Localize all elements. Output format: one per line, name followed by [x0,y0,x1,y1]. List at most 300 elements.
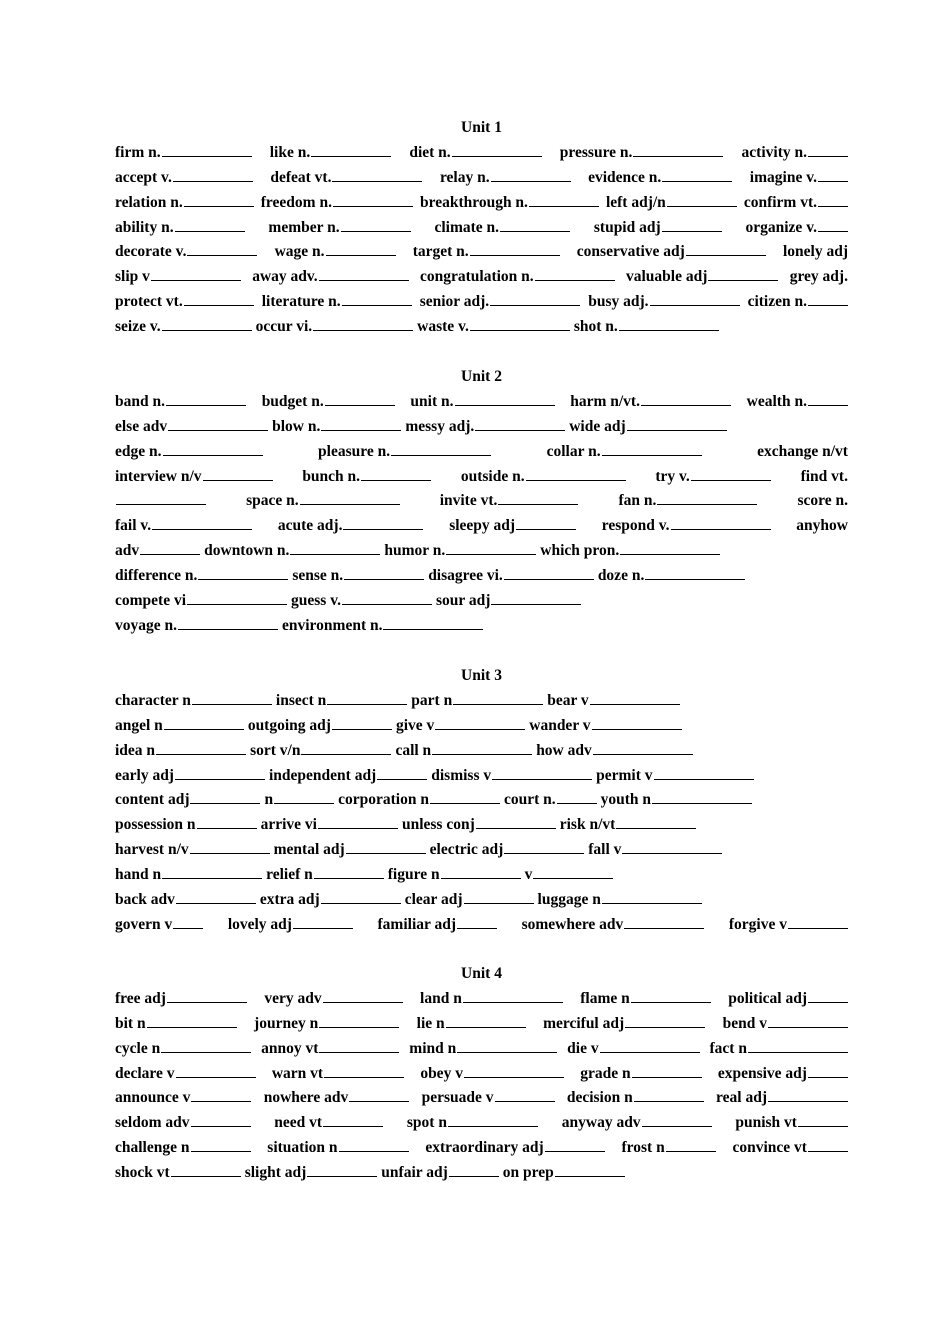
answer-blank[interactable] [162,317,252,331]
word-label: govern v [115,915,173,933]
word-label: doze n. [597,567,645,585]
word-entry [115,539,200,564]
answer-blank[interactable] [808,292,848,306]
answer-blank[interactable] [342,292,412,306]
word-entry [562,1111,712,1136]
answer-blank[interactable] [166,392,246,406]
answer-blank[interactable] [457,1039,557,1053]
answer-blank[interactable] [464,1064,564,1078]
word-label: give v [395,716,435,734]
answer-blank[interactable] [191,1088,251,1102]
answer-blank[interactable] [642,1113,712,1127]
word-entry [381,1161,498,1186]
answer-blank[interactable] [377,766,427,780]
answer-blank[interactable] [116,491,206,505]
word-row [115,788,848,813]
answer-blank[interactable] [529,193,599,207]
answer-blank[interactable] [339,1138,409,1152]
answer-blank[interactable] [500,218,570,232]
answer-blank[interactable] [184,193,254,207]
answer-blank[interactable] [293,915,353,929]
word-label: political adj [728,989,807,1007]
answer-blank[interactable] [631,989,711,1003]
answer-blank[interactable] [498,491,578,505]
answer-blank[interactable] [808,1064,848,1078]
answer-blank[interactable] [313,317,413,331]
word-entry [115,913,203,938]
word-label: away adv. [252,268,318,286]
answer-blank[interactable] [274,790,334,804]
word-label: v [524,866,533,884]
answer-blank[interactable] [175,218,245,232]
word-entry [115,564,288,589]
answer-blank[interactable] [602,890,702,904]
answer-blank[interactable] [662,218,722,232]
word-row [115,589,848,614]
word-label: somewhere adv [521,915,624,933]
answer-blank[interactable] [307,1163,377,1177]
answer-blank[interactable] [341,218,411,232]
answer-blank[interactable] [768,1088,848,1102]
word-label: budget n. [261,392,324,410]
word-entry [204,539,380,564]
answer-blank[interactable] [323,1113,383,1127]
answer-blank[interactable] [495,1088,555,1102]
answer-blank[interactable] [619,317,719,331]
answer-blank[interactable] [691,467,771,481]
word-entry [434,216,570,241]
answer-blank[interactable] [173,168,253,182]
word-entry [115,1161,241,1186]
answer-blank[interactable] [667,193,737,207]
word-entry [417,1012,526,1037]
answer-blank[interactable] [140,541,200,555]
word-row [115,465,848,490]
word-entry [115,290,254,315]
word-entry [547,689,679,714]
answer-blank[interactable] [430,790,500,804]
answer-blank[interactable] [163,442,263,456]
answer-blank[interactable] [190,790,260,804]
word-label: sort v/n [250,741,301,759]
answer-blank[interactable] [470,317,570,331]
word-label: downtown n. [204,542,290,560]
answer-blank[interactable] [448,1113,538,1127]
answer-blank[interactable] [490,292,580,306]
word-entry [272,415,401,440]
word-entry [413,240,560,265]
word-entry [504,788,597,813]
answer-blank[interactable] [318,815,398,829]
word-entry [750,166,848,191]
answer-blank[interactable] [198,566,288,580]
word-entry [278,514,424,539]
word-label: decorate v. [115,243,187,261]
word-label: declare v [115,1064,175,1082]
word-entry [529,714,681,739]
word-entry [260,888,401,913]
answer-blank[interactable] [187,242,257,256]
word-entry [796,514,848,539]
word-entry [742,141,848,166]
answer-blank[interactable] [818,218,848,232]
answer-blank[interactable] [164,716,244,730]
answer-blank[interactable] [545,1138,605,1152]
answer-blank[interactable] [178,616,278,630]
unit-title: Unit 4 [461,965,502,982]
word-entry [272,1062,404,1087]
answer-blank[interactable] [634,1088,704,1102]
answer-blank[interactable] [156,741,246,755]
answer-blank[interactable] [475,417,565,431]
word-entry [115,141,252,166]
word-label: fail v. [115,517,152,535]
answer-blank[interactable] [671,516,771,530]
answer-blank[interactable] [324,1064,404,1078]
word-entry [245,1161,378,1186]
answer-blank[interactable] [600,1039,700,1053]
answer-blank[interactable] [319,1014,399,1028]
answer-blank[interactable] [476,815,556,829]
word-entry [422,1086,555,1111]
word-label: grade n [580,1064,631,1082]
answer-blank[interactable] [557,790,597,804]
answer-blank[interactable] [788,915,848,929]
answer-blank[interactable] [321,890,401,904]
word-entry [115,788,260,813]
answer-blank[interactable] [432,741,532,755]
word-entry [115,240,257,265]
word-label: disagree vi. [428,567,503,585]
answer-blank[interactable] [301,741,391,755]
word-entry [115,491,206,505]
answer-blank[interactable] [808,143,848,157]
word-entry [256,315,414,340]
answer-blank[interactable] [191,1113,251,1127]
word-row [115,290,848,315]
answer-blank[interactable] [555,1163,625,1177]
word-entry [618,489,757,514]
word-label: target n. [412,243,469,261]
word-entry [420,1062,564,1087]
word-label: pleasure n. [318,442,391,460]
word-entry [536,739,693,764]
answer-blank[interactable] [171,1163,241,1177]
answer-blank[interactable] [592,716,682,730]
answer-blank[interactable] [645,566,745,580]
answer-blank[interactable] [349,1088,409,1102]
answer-blank[interactable] [464,890,534,904]
answer-blank[interactable] [327,691,407,705]
answer-blank[interactable] [311,143,391,157]
answer-blank[interactable] [342,591,432,605]
answer-blank[interactable] [192,691,272,705]
answer-blank[interactable] [641,392,731,406]
answer-blank[interactable] [319,1039,399,1053]
word-row [115,1086,848,1111]
word-entry [431,764,592,789]
answer-blank[interactable] [470,242,560,256]
word-entry [115,888,256,913]
answer-blank[interactable] [632,1064,702,1078]
word-label: waste v. [417,318,469,336]
word-entry [115,265,241,290]
answer-blank[interactable] [808,989,848,1003]
answer-blank[interactable] [391,442,491,456]
answer-blank[interactable] [162,865,262,879]
word-label: fall v [588,841,622,859]
unit-4-section [115,962,848,1186]
word-label: activity n. [741,143,807,161]
word-entry [407,1111,538,1136]
word-row [115,141,848,166]
word-entry [115,166,253,191]
answer-blank[interactable] [191,1138,251,1152]
word-row [115,315,848,340]
word-entry [588,290,739,315]
answer-blank[interactable] [491,591,581,605]
word-entry [449,514,576,539]
word-label: voyage n. [115,616,177,634]
word-label: cycle n [115,1039,161,1057]
answer-blank[interactable] [748,1039,848,1053]
word-entry [264,788,334,813]
word-label: sleepy adj [449,517,516,535]
word-entry [440,489,579,514]
answer-blank[interactable] [176,890,256,904]
word-entry [747,390,848,415]
word-label: announce v [115,1089,191,1107]
word-entry [538,888,702,913]
answer-blank[interactable] [435,716,525,730]
answer-blank[interactable] [151,267,241,281]
word-label: interview n/v [115,467,202,485]
answer-blank[interactable] [818,193,848,207]
answer-blank[interactable] [622,840,722,854]
answer-blank[interactable] [325,392,395,406]
answer-blank[interactable] [602,442,702,456]
word-entry [547,440,702,465]
answer-blank[interactable] [173,915,203,929]
answer-blank[interactable] [593,741,693,755]
word-label: guess v. [291,592,341,610]
answer-blank[interactable] [662,168,732,182]
word-label: wealth n. [746,392,807,410]
word-label: unit n. [410,392,454,410]
answer-blank[interactable] [176,1064,256,1078]
word-entry [396,714,525,739]
word-label: need vt [274,1114,323,1132]
word-row [115,265,848,290]
answer-blank[interactable] [808,392,848,406]
word-label: mental adj [273,841,345,859]
answer-blank[interactable] [590,691,680,705]
answer-blank[interactable] [332,168,422,182]
answer-blank[interactable] [300,491,400,505]
word-entry [567,1086,704,1111]
answer-blank[interactable] [652,790,752,804]
answer-blank[interactable] [449,1163,499,1177]
answer-blank[interactable] [446,541,536,555]
answer-blank[interactable] [654,766,754,780]
answer-blank[interactable] [535,267,615,281]
word-label: seize v. [115,318,161,336]
answer-blank[interactable] [147,1014,237,1028]
word-label: extra adj [259,891,320,909]
answer-blank[interactable] [167,989,247,1003]
word-entry [274,1111,383,1136]
answer-blank[interactable] [625,1014,705,1028]
answer-blank[interactable] [152,516,252,530]
word-label: back adv [115,891,175,909]
answer-blank[interactable] [627,417,727,431]
word-row [115,390,848,415]
answer-blank[interactable] [314,865,384,879]
word-label: how adv [536,741,592,759]
answer-blank[interactable] [504,840,584,854]
answer-blank[interactable] [187,591,287,605]
answer-blank[interactable] [383,616,483,630]
word-entry [378,913,498,938]
word-entry [461,465,626,490]
answer-blank[interactable] [686,242,766,256]
word-label: wage n. [274,243,325,261]
answer-blank[interactable] [197,815,257,829]
answer-blank[interactable] [290,541,380,555]
word-label: grey adj. [789,268,848,286]
word-entry [115,1111,251,1136]
answer-blank[interactable] [333,193,413,207]
word-entry [395,739,532,764]
word-label: climate n. [434,218,500,236]
word-label: insect n [275,691,327,709]
answer-blank[interactable] [708,267,778,281]
word-label: confirm vt. [743,193,817,211]
word-row [115,764,848,789]
word-entry [790,265,848,290]
word-entry [115,1062,256,1087]
answer-blank[interactable] [203,467,273,481]
answer-blank[interactable] [441,865,521,879]
answer-blank[interactable] [650,292,740,306]
word-label: content adj [115,791,190,809]
word-row [115,166,848,191]
answer-blank[interactable] [453,691,543,705]
word-label: relay n. [439,168,490,186]
word-entry [115,191,254,216]
answer-blank[interactable] [818,168,848,182]
word-entry [588,838,722,863]
word-entry [302,465,431,490]
word-entry [261,1037,399,1062]
answer-blank[interactable] [455,392,555,406]
answer-blank[interactable] [624,915,704,929]
answer-blank[interactable] [666,1138,716,1152]
word-entry [115,863,262,888]
answer-blank[interactable] [326,242,396,256]
answer-blank[interactable] [168,417,268,431]
word-label: collar n. [546,442,601,460]
answer-blank[interactable] [768,1014,848,1028]
word-label: relief n [266,866,313,884]
word-entry [264,1086,410,1111]
word-entry [262,290,412,315]
answer-blank[interactable] [463,989,563,1003]
word-label: part n [411,691,453,709]
answer-blank[interactable] [190,840,270,854]
word-label: familiar adj [377,915,457,933]
answer-blank[interactable] [526,467,626,481]
answer-blank[interactable] [162,143,252,157]
answer-blank[interactable] [457,915,497,929]
answer-blank[interactable] [344,566,424,580]
answer-blank[interactable] [657,491,757,505]
answer-blank[interactable] [633,143,723,157]
answer-blank[interactable] [446,1014,526,1028]
answer-blank[interactable] [343,516,423,530]
word-entry [276,689,407,714]
answer-blank[interactable] [452,143,542,157]
word-entry [115,1012,237,1037]
word-entry [268,216,410,241]
answer-blank[interactable] [492,766,592,780]
word-label: land n [420,989,462,1007]
answer-blank[interactable] [346,840,426,854]
word-entry [560,141,724,166]
word-entry [710,1037,848,1062]
answer-blank[interactable] [504,566,594,580]
word-label: diet n. [409,143,451,161]
word-label: convince vt [732,1139,807,1157]
word-label: very adv [264,989,322,1007]
word-label: challenge n [115,1139,190,1157]
word-label: anyway adv [561,1114,641,1132]
word-label: independent adj [268,766,377,784]
word-entry [270,166,422,191]
word-label: harm n/vt. [570,392,640,410]
answer-blank[interactable] [516,516,576,530]
word-entry [274,838,426,863]
word-entry [115,764,265,789]
answer-blank[interactable] [184,292,254,306]
answer-blank[interactable] [323,989,403,1003]
word-label: blow n. [272,417,321,435]
answer-blank[interactable] [798,1113,848,1127]
answer-blank[interactable] [616,815,696,829]
word-entry [718,1062,848,1087]
answer-blank[interactable] [491,168,571,182]
answer-blank[interactable] [533,865,613,879]
word-label: busy adj. [588,293,649,311]
word-entry [388,863,521,888]
word-entry [405,415,565,440]
answer-blank[interactable] [620,541,720,555]
word-entry [115,1037,251,1062]
answer-blank[interactable] [175,766,265,780]
word-row [115,539,848,564]
answer-blank[interactable] [319,267,409,281]
answer-blank[interactable] [361,467,431,481]
word-entry [410,390,554,415]
answer-blank[interactable] [808,1138,848,1152]
word-entry [261,191,413,216]
unit-1-section [115,116,848,340]
word-label: seldom adv [115,1114,190,1132]
answer-blank[interactable] [161,1039,251,1053]
answer-blank[interactable] [321,417,401,431]
answer-blank[interactable] [332,716,392,730]
word-row [115,191,848,216]
